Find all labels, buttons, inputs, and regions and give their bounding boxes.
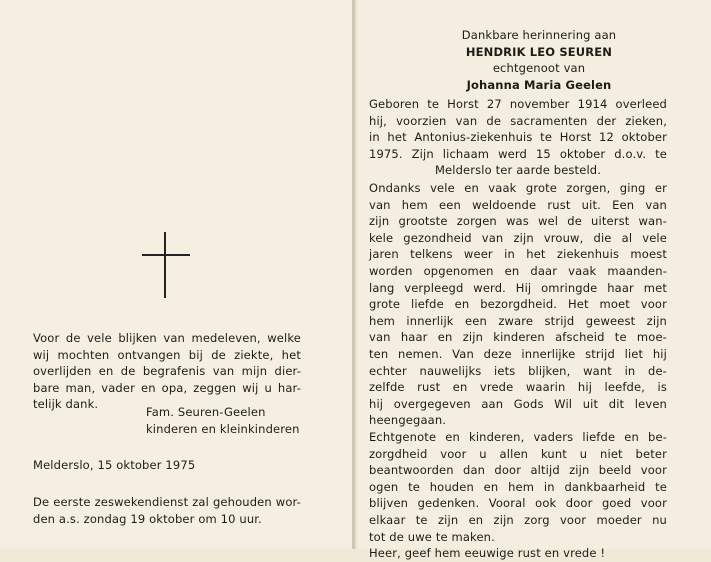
text-line: kinderen en kleinkinderen bbox=[146, 421, 300, 436]
text-line: zorgdheid voor u allen kunt u niet beter bbox=[369, 446, 667, 461]
life-text bbox=[369, 180, 667, 429]
text-line: beantwoorden dan door altijd zijn beeld voor bbox=[369, 463, 667, 478]
text-line: zijn grootste zorgen was wel de uiterst wan- bbox=[369, 214, 667, 229]
text-line: tot de uwe te maken. bbox=[369, 529, 495, 544]
place-date: Melderslo, 15 oktober 1975 bbox=[33, 458, 196, 472]
text-line: echter nauwelijks iets blijken, want in de- bbox=[369, 363, 667, 378]
text-line: van haar en zijn kinderen afscheid te moe- bbox=[369, 330, 667, 345]
text-line: hij, voorzien van de sacramenten der zieken, bbox=[369, 113, 667, 128]
text-line: grote liefde en bezorgdheid. Het moet voor bbox=[369, 297, 667, 312]
text-line: blijven gedenken. Vooral ook door goed voor bbox=[369, 496, 667, 511]
text-line: Melderslo ter aarde besteld. bbox=[434, 163, 602, 178]
text-line: kele gezondheid van zijn vrouw, die al vele bbox=[369, 230, 667, 245]
cross-icon bbox=[142, 232, 190, 298]
text-line: elkaar te zijn en zijn zorg voor moeder nu bbox=[369, 512, 667, 527]
text-line: De eerste zeswekendienst zal gehouden wor- bbox=[33, 495, 301, 509]
text-line: wij mochten ontvangen bij de ziekte, het bbox=[33, 347, 301, 362]
text-line: telijk dank. bbox=[33, 397, 99, 412]
text-line: Fam. Seuren-Geelen bbox=[146, 405, 266, 419]
prayer-line: Heer, geef hem eeuwige rust en vrede ! bbox=[369, 546, 606, 561]
text-line: heengegaan. bbox=[369, 413, 447, 428]
text-line: van hem een weldoende rust uit. Een van bbox=[369, 197, 667, 212]
text-line: in het Antonius-ziekenhuis te Horst 12 oktober bbox=[369, 130, 667, 145]
text-line: ten nemen. Van deze innerlijke strijd liet hij bbox=[369, 346, 667, 361]
text-line: zelfde rust en vrede waarin hij leefde, is bbox=[369, 380, 667, 395]
text-line: 1975. Zijn lichaam werd 15 oktober d.o.v. te bbox=[369, 146, 667, 161]
family-signature bbox=[146, 404, 306, 437]
birth-death-text bbox=[369, 96, 667, 179]
text-line: ogen te houden en hem in dankbaarheid te bbox=[369, 479, 667, 494]
text-line: Voor de vele blijken van medeleven, welke bbox=[33, 331, 301, 345]
mass-notice bbox=[33, 494, 301, 527]
spouse-name: Johanna Maria Geelen bbox=[466, 77, 612, 92]
text-line: jaren telkens weer in het ziekenhuis moest bbox=[369, 247, 667, 262]
text-line: hij overgegeven aan Gods Wil uit dit leven bbox=[369, 396, 667, 411]
text-line: bare man, vader en opa, zeggen wij u har- bbox=[33, 380, 301, 395]
text-line: lang verpleegd werd. Hij omringde haar met bbox=[369, 280, 667, 295]
thanks-text bbox=[33, 330, 301, 413]
spouse-label: echtgenoot van bbox=[492, 61, 586, 76]
text-line: den a.s. zondag 19 oktober om 10 uur. bbox=[33, 511, 262, 526]
memorial-header bbox=[396, 27, 682, 93]
fold-shadow bbox=[355, 0, 359, 549]
memorial-heading: Dankbare herinnering aan bbox=[461, 28, 617, 42]
text-line: hem innerlijk een zware strijd geweest zijn bbox=[369, 313, 667, 328]
family-text bbox=[369, 429, 667, 562]
text-line: worden opgenomen en daar vaak maanden- bbox=[369, 263, 667, 278]
text-line: Ondanks vele en vaak grote zorgen, ging er bbox=[369, 181, 667, 195]
text-line: overlijden en de begrafenis van mijn dier- bbox=[33, 364, 301, 379]
text-line: Geboren te Horst 27 november 1914 overleed bbox=[369, 97, 667, 111]
text-line: Echtgenote en kinderen, vaders liefde en be- bbox=[369, 430, 667, 444]
deceased-name: HENDRIK LEO SEUREN bbox=[465, 44, 613, 59]
